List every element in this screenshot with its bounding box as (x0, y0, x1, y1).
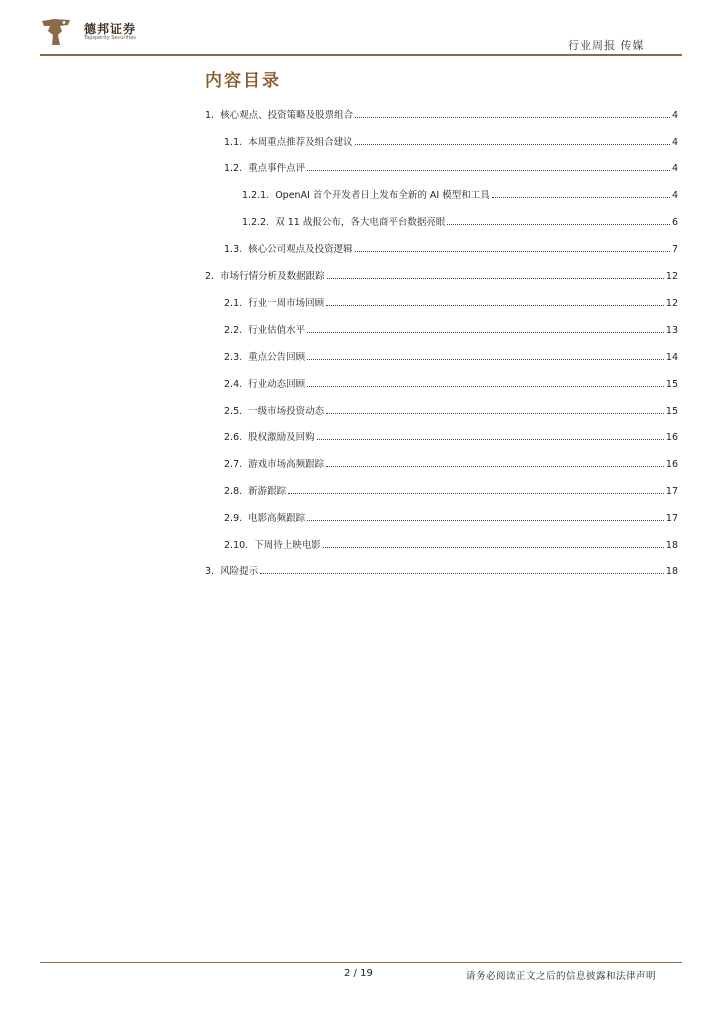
toc-entry[interactable] (224, 134, 678, 148)
toc-entry[interactable] (224, 510, 678, 524)
toc-entry-title: 本周重点推荐及组合建议 (248, 137, 353, 148)
toc-entry-number: 1.3. (224, 244, 243, 255)
toc-leader (307, 359, 664, 360)
toc-entry-title: 游戏市场高频跟踪 (248, 459, 325, 470)
toc-entry[interactable] (205, 268, 678, 282)
toc-entry-number: 1. (205, 110, 215, 121)
toc-leader (260, 573, 664, 574)
toc-leader (355, 144, 670, 145)
footer-divider (40, 962, 682, 963)
toc-title: 内容目录 (205, 71, 281, 91)
toc-entry-page: 18 (665, 540, 678, 551)
toc-entry-page: 4 (671, 110, 678, 121)
toc-entry-page: 14 (665, 352, 678, 363)
header-divider (40, 54, 682, 56)
toc-leader (492, 197, 670, 198)
toc-entry-title: 双 11 战报公布，各大电商平台数据亮眼 (275, 217, 446, 228)
toc-entry-page: 16 (665, 459, 678, 470)
toc-entry-title: 风险提示 (220, 566, 259, 577)
toc-entry[interactable] (242, 187, 678, 201)
toc-entry-page: 16 (665, 432, 678, 443)
toc-entry[interactable] (224, 349, 678, 363)
toc-entry-number: 1.2.1. (242, 190, 270, 201)
toc-entry[interactable] (224, 429, 678, 443)
toc-entry-page: 6 (671, 217, 678, 228)
toc-entry-title: 股权激励及回购 (248, 432, 315, 443)
toc-entry[interactable] (224, 456, 678, 470)
page-header (0, 0, 724, 60)
toc-entry-number: 1.1. (224, 137, 243, 148)
toc-entry-number: 2.2. (224, 325, 243, 336)
toc-entry-number: 2.9. (224, 513, 243, 524)
toc-entry-number: 2. (205, 271, 215, 282)
toc-leader (355, 251, 670, 252)
toc-entry-number: 2.1. (224, 298, 243, 309)
toc-leader (447, 224, 670, 225)
toc-entry-page: 17 (665, 486, 678, 497)
toc-entry-page: 4 (671, 190, 678, 201)
toc-entry-title: 市场行情分析及数据跟踪 (220, 271, 325, 282)
page-number: 2 / 19 (344, 968, 373, 979)
toc-leader (307, 386, 664, 387)
toc-leader (323, 547, 664, 548)
toc-entry-title: 行业估值水平 (248, 325, 306, 336)
toc-entry-title: 电影高频跟踪 (248, 513, 306, 524)
toc-entry-title: 重点公告回顾 (248, 352, 306, 363)
toc-entry-page: 18 (665, 566, 678, 577)
toc-entry-page: 12 (665, 298, 678, 309)
toc-leader (326, 413, 664, 414)
toc-entry[interactable] (224, 295, 678, 309)
toc-entry-number: 2.3. (224, 352, 243, 363)
toc-entry-number: 2.4. (224, 379, 243, 390)
toc-entry-page: 12 (665, 271, 678, 282)
toc-entry-title: 核心公司观点及投资逻辑 (248, 244, 353, 255)
toc-leader (307, 520, 664, 521)
toc-entry[interactable] (224, 160, 678, 174)
brand-name-english: Topsperity Securities (84, 35, 136, 41)
toc-leader (327, 278, 664, 279)
toc-entry[interactable] (205, 107, 678, 121)
toc-entry-page: 4 (671, 163, 678, 174)
toc-entry-page: 13 (665, 325, 678, 336)
report-type: 行业周报 传媒 (568, 39, 645, 52)
toc-entry-title: 一级市场投资动态 (248, 406, 325, 417)
footer-disclaimer: 请务必阅读正文之后的信息披露和法律声明 (466, 971, 657, 982)
toc-leader (317, 439, 664, 440)
toc-entry-page: 17 (665, 513, 678, 524)
toc-entry-page: 4 (671, 137, 678, 148)
toc-leader (355, 117, 670, 118)
toc-entry-title: 行业一周市场回顾 (248, 298, 325, 309)
toc-entry[interactable] (224, 322, 678, 336)
toc-entry-title: 核心观点、投资策略及股票组合 (220, 110, 354, 121)
toc-entry-number: 1.2. (224, 163, 243, 174)
toc-entry[interactable] (224, 483, 678, 497)
toc-leader (307, 332, 664, 333)
toc-entry-number: 2.10. (224, 540, 249, 551)
toc-entry-page: 7 (671, 244, 678, 255)
brand-name: 德邦证券 (84, 22, 137, 36)
toc-leader (307, 170, 670, 171)
toc-entry-number: 1.2.2. (242, 217, 270, 228)
toc-entry-title: OpenAI 首个开发者日上发布全新的 AI 模型和工具 (275, 190, 490, 201)
toc-entry-number: 3. (205, 566, 215, 577)
toc-entry-title: 重点事件点评 (248, 163, 306, 174)
toc-leader (326, 305, 664, 306)
toc-entry-title: 行业动态回顾 (248, 379, 306, 390)
toc-entry-number: 2.7. (224, 459, 243, 470)
company-logo-icon (40, 17, 72, 47)
toc-entry[interactable] (224, 241, 678, 255)
toc-entry[interactable] (224, 403, 678, 417)
toc-entry[interactable] (242, 214, 678, 228)
toc-entry[interactable] (224, 537, 678, 551)
toc-entry-page: 15 (665, 379, 678, 390)
toc-entry[interactable] (205, 563, 678, 577)
toc-entry-number: 2.6. (224, 432, 243, 443)
toc-entry-title: 新游跟踪 (248, 486, 287, 497)
toc-entry-title: 下周待上映电影 (254, 540, 321, 551)
toc-entry-number: 2.5. (224, 406, 243, 417)
toc-leader (288, 493, 664, 494)
toc-entry-number: 2.8. (224, 486, 243, 497)
toc-entry-page: 15 (665, 406, 678, 417)
toc-leader (326, 466, 664, 467)
toc-entry[interactable] (224, 376, 678, 390)
